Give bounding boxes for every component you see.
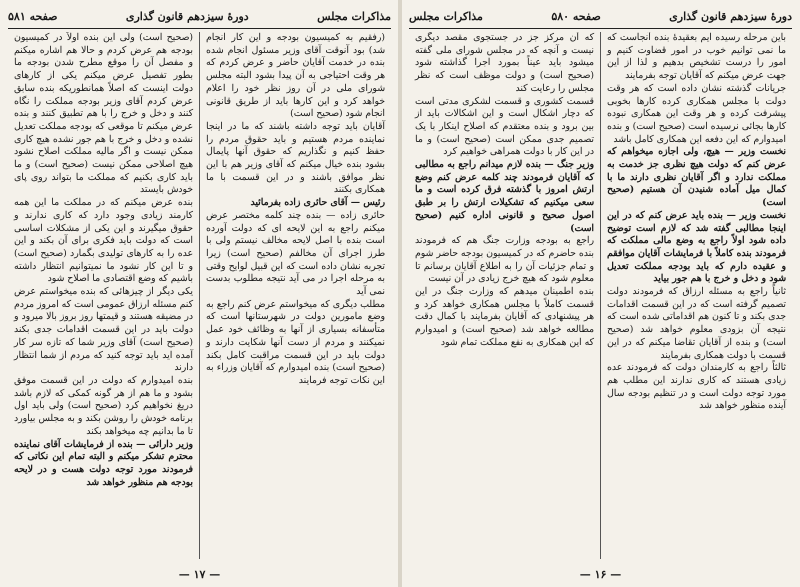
paragraph: (صحیح است) ولی این بنده اولاً در کمیسیون بودجه هم عرض کردم و حالا هم اشاره میکنم و مفصل آن را موقع مطرح شدن بودجه ما بطور تفصیل عرض میکنم یکی از کارهای دولت اینست که اصلاً همانطوریکه بنده سابق عرض کردم آقای وزیر بودجه مملکت را نگاه کنند و دخل و خرج را با هم تطبیق کنند و بنده عرض میکنم تا موقعی که بودجه مملکت تعدیل نشده و دخل و خرج با هم جور نشده هیچ کاری ممکن نیست و اگر مالیه مملکت اصلاح نشود هیچ اصلاحی ممکن نیست (صحیح است) و ما باید کاری بکنیم که مملکت ما بتواند روی پای خودش بایستد bbox=[14, 32, 193, 196]
paragraph: مطلب دیگری که میخواستم عرض کنم راجع به وضع مامورین دولت در شهرستانها است که متأسفانه بسیاری از آنها به وظائف خود عمل نمیکنند و مردم از دست آنها شکایت دارند و دولت باید در این قسمت مراقبت کامل بکند (صحیح است) بنده امیدوارم که آقایان وزراء به این نکات توجه فرمایند bbox=[206, 298, 385, 386]
paragraph: نخست وزیر — بنده باید عرض کنم که در این اینجا مطالبی گفته شد که لازم است توضیح داده شود اولاً راجع به وضع مالی مملکت که فرمودند بنده کاملاً با فرمایشات آقایان موافقم و عقیده دارم که باید بودجه مملکت تعدیل شود و دخل و خرج با هم جور بیاید bbox=[607, 209, 786, 285]
right-volume-label: دورهٔ سیزدهم قانون گذاری bbox=[669, 9, 792, 23]
paragraph: راجع به بودجه وزارت جنگ هم که فرمودند بنده حاضرم که در کمیسیون بودجه حاضر شوم و تمام جزئیات آن را به اطلاع آقایان برسانم تا معلوم شود که هیچ خرج زیادی در آن نیست bbox=[415, 235, 594, 285]
right-page-footer: — ۱۶ — bbox=[579, 568, 622, 581]
paragraph: یکی دیگر از چیزهائی که بنده میخواستم عرض کنم مسئله ارزاق عمومی است که امروز مردم در مضیقه هستند و قیمتها روز بروز بالا میرود و دولت باید در این قسمت اقدامات جدی بکند (صحیح است) آقای وزیر شما که تازه سر کار آمده اید باید توجه کنید که مردم از شما انتظار دارند bbox=[14, 286, 193, 374]
paragraph: وزیر دارائی — بنده از فرمایشات آقای نماینده محترم تشکر میکنم و البته تمام این نکاتی که فرمودند مورد توجه دولت هست و در لایحه بودجه هم منظور خواهد شد bbox=[14, 438, 193, 488]
left-page-number: صفحه ۵۸۱ bbox=[8, 9, 58, 23]
paragraph: حائری زاده — بنده چند کلمه مختصر عرض میکنم راجع به این لایحه ای که دولت آورده است بنده با اصل لایحه مخالف نیستم ولی با طرز اجرای آن مخالفم (صحیح است) زیرا تجربه نشان داده است که این قبیل لوایح وقتی به مرحله اجرا در می آید نتیجه مطلوب بدست نمی آید bbox=[206, 209, 385, 298]
left-journal-label: مذاکرات مجلس bbox=[317, 9, 391, 23]
right-journal-label: مذاکرات مجلس bbox=[409, 9, 483, 23]
paragraph: که آن مرکز جز در جستجوی مقصد دیگری نیست و آنچه که در مجلس شورای ملی گفته میشود باید عیناً بمورد اجرا گذاشته شود (صحیح است) و دولت موظف است که نظر مجلس را رعایت کند bbox=[415, 32, 594, 94]
paragraph: آقایان باید توجه داشته باشند که ما در اینجا نماینده مردم هستیم و باید حقوق مردم را حفظ کنیم و نگذاریم که حقوق آنها پایمال بشود بنده خیال میکنم که آقای وزیر هم با این نظر موافق باشند و در این قسمت با ما همکاری بکنند bbox=[206, 120, 385, 196]
left-column-left bbox=[8, 32, 199, 559]
paragraph: باین مرحله رسیده ایم بعقیدهٔ بنده آنجاست که ما نمی توانیم خوب در امور قضاوت کنیم و امور را درست تشخیص بدهیم و لذا از این جهت عرض میکنم که آقایان توجه بفرمایند bbox=[607, 32, 786, 82]
paragraph: نخست وزیر — هیچ، ولی اجازه میخواهم که عرض کنم که دولت هیچ نظری جز خدمت به مملکت ندارد و اگر آقایان نظری دارند ما با کمال میل آماده شنیدن آن هستیم (صحیح است) bbox=[607, 146, 786, 209]
left-columns bbox=[8, 32, 391, 559]
left-column-right bbox=[200, 32, 391, 559]
paragraph: رئیس — آقای حائری زاده بفرمائید bbox=[250, 197, 385, 209]
paragraph: ثالثاً راجع به کارمندان دولت که فرمودند عده زیادی هستند که کاری ندارند این مطلب هم مورد توجه دولت است و در تنظیم بودجه سال آینده منظور خواهد شد bbox=[607, 362, 786, 412]
left-page-header bbox=[8, 6, 391, 26]
right-column-right bbox=[601, 32, 792, 559]
column-divider bbox=[199, 32, 200, 559]
right-columns bbox=[409, 32, 792, 559]
left-page bbox=[0, 0, 399, 587]
paragraph: ثانیاً راجع به مسئله ارزاق که فرمودند دولت تصمیم گرفته است که در این قسمت اقدامات جدی بکند و تا کنون هم اقداماتی شده است که نتیجه آن بزودی معلوم خواهد شد (صحیح است) و بنده از آقایان تقاضا میکنم که در این قسمت با دولت همکاری بفرمایند bbox=[607, 286, 786, 361]
paragraph: وزیر جنگ — بنده لازم میدانم راجع به مطالبی که آقایان فرمودند چند کلمه عرض کنم وضع ارتش امروز با گذشته فرق کرده است و ما سعی میکنیم که تشکیلات ارتش را بر طبق اصول صحیح و قانونی اداره کنیم (صحیح است) bbox=[415, 159, 594, 234]
right-page-header bbox=[409, 6, 792, 26]
right-column-left bbox=[409, 32, 600, 559]
paragraph: جریانات گذشته نشان داده است که هر وقت دولت با مجلس همکاری کرده کارها بخوبی پیشرفت کرده و هر وقت این همکاری نبوده کارها بجائی نرسیده است (صحیح است) و بنده امیدوارم که این دفعه این همکاری کامل باشد bbox=[607, 82, 786, 145]
paragraph: (رفقیم به کمیسیون بودجه و این کار انجام شد) بود آنوقت آقای وزیر مسئول انجام شده بنده در خدمت آقایان حاضر و عرض کردم که هر وقت احتیاجی به آن پیدا بشود البته مجلس شورای ملی در آن روز نظر خود را اعلام خواهد کرد و این کارها باید از طریق قانونی انجام شود (صحیح است) bbox=[206, 32, 385, 120]
right-header-rule bbox=[409, 28, 792, 29]
left-volume-label: دورهٔ سیزدهم قانون گذاری bbox=[125, 9, 249, 23]
left-header-rule bbox=[8, 28, 391, 29]
paragraph: قسمت کشوری و قسمت لشکری مدتی است که دچار اشکال است و این اشکالات باید از بین برود و بنده معتقدم که اصلاح اینکار با یک تصمیم جدی ممکن است (صحیح است) و ما در این کار با دولت همراهی خواهیم کرد bbox=[415, 95, 594, 158]
right-page bbox=[401, 0, 800, 587]
paragraph: بنده عرض میکنم که در مملکت ما این همه کارمند زیادی وجود دارد که کاری ندارند و حقوق میگیرند و این یکی از مشکلات اساسی است که دولت باید فکری برای آن بکند و این عده را به کارهای تولیدی بگمارد (صحیح است) و تا این کار نشود ما نمیتوانیم انتظار داشته باشیم که وضع اقتصادی ما اصلاح شود bbox=[14, 197, 193, 285]
paragraph: بنده اطمینان میدهم که وزارت جنگ در این قسمت کاملاً با مجلس همکاری خواهد کرد و هر پیشنهادی که آقایان بفرمایند با کمال دقت مطالعه خواهد شد (صحیح است) و امیدوارم که این همکاری به نفع مملکت تمام شود bbox=[415, 286, 594, 348]
right-page-number: صفحه ۵۸۰ bbox=[551, 9, 601, 23]
left-page-footer: — ۱۷ — bbox=[178, 568, 221, 581]
paragraph: بنده امیدوارم که دولت در این قسمت موفق بشود و ما هم از هر گونه کمکی که لازم باشد دریغ نخواهیم کرد (صحیح است) ولی باید اول برنامه خودش را روشن بکند و به مجلس بیاورد تا ما بدانیم چه میخواهد بکند bbox=[14, 374, 193, 437]
column-divider bbox=[600, 32, 601, 559]
